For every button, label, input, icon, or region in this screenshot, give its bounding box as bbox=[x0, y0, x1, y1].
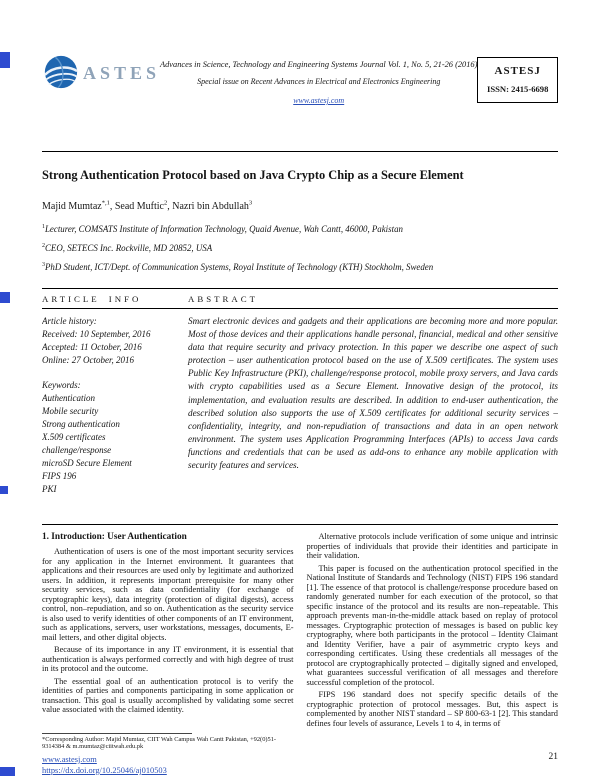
body-paragraph: Authentication of users is one of the most important security services for any application in the Internet environment. It guarantees that applications and their resources are used only by legitimate and authorized users. In addition, it represents important prerequisite for many other security services, such as data confidentiality (for exchange of cryptographic keys), data integrity (protection of digital digests), access control, non–repudiation, and so on. Authentication as the security service is also used to verify identities of other components of an IT environment, such as applications, servers, user workstations, messages, documents, E-mail letters, and other digital objects. bbox=[42, 547, 294, 642]
history-online: Online: 27 October, 2016 bbox=[42, 355, 134, 365]
author-superscript: *,1 bbox=[101, 200, 110, 207]
body-paragraph: This paper is focused on the authentication protocol specified in the National Institute of Standards and Technology (NIST) FIPS 196 standard [1]. The essence of that protocol is challenge/response procedure based on randomly generated number for each execution of the protocol, so that specific instance of the protocol and its results are non–repeatable. This approach prevents man-in-the-middle attack based on replay of protocol messages. Cryptographic protection of messages is based on public key cryptography, where both participants in the protocol – Identity Claimant and Identity Verifier, have a pair of asymmetric crypto keys and corresponding certificates. Using these credentials all messages of the protocol are cryptographically protected – digitally signed and enveloped, what guarantees successful verification of all messages and therefore successful completion of the protocol. bbox=[306, 563, 558, 687]
info-abstract-header-row bbox=[42, 289, 558, 309]
article-info-heading: ARTICLE INFO bbox=[42, 294, 142, 304]
keywords-label: Keywords: bbox=[42, 380, 81, 390]
corresponding-author-note: *Corresponding Author: Majid Mumtaz, CIIT Wah Campus Wah Cantt Pakistan, +92(0)51-9314384 & m.mumtaz@ciitwah.edu.pk bbox=[42, 736, 277, 751]
keyword: Mobile security bbox=[42, 406, 99, 416]
special-issue-line: Special issue on Recent Advances in Electrical and Electronics Engineering bbox=[197, 77, 441, 86]
body-paragraph: Alternative protocols include verification of some unique and intrinsic properties of individuals that provide their identities and participate in their validation. bbox=[306, 532, 558, 560]
keyword: X.509 certificates bbox=[42, 432, 106, 442]
astes-logo-text: ASTES bbox=[82, 62, 160, 83]
body-paragraph: The essential goal of an authentication protocol is to verify the identities of parties and components participating in some application or transaction. This goal is usually accomplished by validating some secret value associated with the claimed identity. bbox=[42, 676, 294, 714]
article-history-label: Article history: bbox=[42, 316, 97, 326]
history-received: Received: 10 September, 2016 bbox=[42, 329, 151, 339]
info-abstract-block bbox=[42, 288, 558, 525]
body-column-left bbox=[42, 532, 294, 731]
edge-marker bbox=[0, 486, 8, 494]
body-columns bbox=[42, 532, 558, 731]
author-superscript: 3 bbox=[248, 200, 253, 207]
keyword: PKI bbox=[42, 484, 57, 494]
info-abstract-body-row bbox=[42, 309, 558, 496]
keyword: Strong authentication bbox=[42, 419, 120, 429]
issn-number: ISSN: 2415-6698 bbox=[487, 84, 549, 94]
body-column-right bbox=[307, 532, 559, 731]
footnote-rule bbox=[42, 733, 192, 734]
footer-doi-link[interactable]: https://dx.doi.org/10.25046/aj010503 bbox=[42, 765, 167, 775]
authors-line bbox=[42, 200, 558, 212]
astes-logo bbox=[42, 54, 160, 92]
abstract-heading: ABSTRACT bbox=[188, 294, 258, 304]
journal-site-link[interactable]: www.astesj.com bbox=[293, 96, 345, 105]
abstract-text: Smart electronic devices and gadgets and their applications are becoming more and more popular. Most of those devices and their applications handle personal, financial, medical and other sensitive data that require security and privacy protection. In this paper we describe one aspect of such protection – user authentication protocol based on the use of X.509 certificates. The system uses Public Key Infrastructure (PKI), challenge/response protocol, mobile proxy servers, and Java cards with crypto capabilities used as a Secure Element. Innovative design of the protocol, its implementation, and evaluation results are described. In addition to end-user authentication, the described solution also supports the use of X.509 certificates for additional security services – confidentiality, integrity, and non-repudiation of transactions and data in an open network environment. The system uses Application Programming Interfaces (APIs) to access Java cards functions and credentials that can be used as add-ons to enhance any mobile application with security features and services. bbox=[188, 316, 558, 471]
spacer bbox=[42, 367, 178, 379]
edge-marker bbox=[0, 767, 15, 776]
page-title: Strong Authentication Protocol based on Java Crypto Chip as a Secure Element bbox=[42, 168, 464, 182]
history-accepted: Accepted: 11 October, 2016 bbox=[42, 342, 142, 352]
author-superscript: 2 bbox=[164, 200, 168, 207]
issn-badge-title: ASTESJ bbox=[494, 65, 541, 77]
affiliations bbox=[42, 224, 558, 281]
affiliation: $^2$CEO, SETECS Inc. Rockville, MD 20852, USA bbox=[42, 243, 213, 253]
abstract-column bbox=[188, 315, 558, 496]
journal-header bbox=[42, 54, 558, 108]
edge-marker bbox=[0, 292, 10, 303]
author: Nazri bin Abdullah$^3$ bbox=[172, 200, 253, 213]
astes-globe-icon bbox=[42, 54, 80, 92]
body-paragraph: FIPS 196 standard does not specify specific details of the cryptographic protection of protocol messages. But, this aspect is complemented by another NIST standard – SP 800-63-1 [2]. This standard defines four levels of assurance, Levels 1 to 4, in terms of bbox=[306, 690, 558, 728]
journal-masthead bbox=[160, 54, 477, 108]
footer-site-link[interactable]: www.astesj.com bbox=[42, 754, 97, 764]
edge-marker bbox=[0, 52, 10, 68]
body-paragraph: Because of its importance in any IT environment, it is essential that authentication is always performed correctly and with high degree of trust in its protocol and the outcome. bbox=[42, 645, 294, 673]
keyword: Authentication bbox=[42, 393, 95, 403]
footer-area bbox=[42, 733, 295, 775]
journal-title-line: Advances in Science, Technology and Engineering Systems Journal Vol. 1, No. 5, 21-26 (2016) bbox=[160, 60, 478, 69]
author: Majid Mumtaz$^{*,1}$, bbox=[42, 200, 115, 213]
issn-badge bbox=[477, 57, 558, 103]
author: Sead Muftic$^2$, bbox=[114, 200, 173, 213]
affiliation: $^1$Lecturer, COMSATS Institute of Information Technology, Quaid Avenue, Wah Cantt, 46000, Pakistan bbox=[42, 224, 403, 234]
header-divider-rule bbox=[42, 151, 558, 152]
page-number: 21 bbox=[548, 752, 558, 762]
keyword: challenge/response bbox=[42, 445, 112, 455]
keyword: microSD Secure Element bbox=[42, 458, 132, 468]
section-heading: 1. Introduction: User Authentication bbox=[42, 532, 187, 542]
keyword: FIPS 196 bbox=[42, 471, 77, 481]
article-info-column bbox=[42, 315, 188, 496]
affiliation: $^3$PhD Student, ICT/Dept. of Communication Systems, Royal Institute of Technology (KTH) Stockholm, Sweden bbox=[42, 262, 434, 272]
